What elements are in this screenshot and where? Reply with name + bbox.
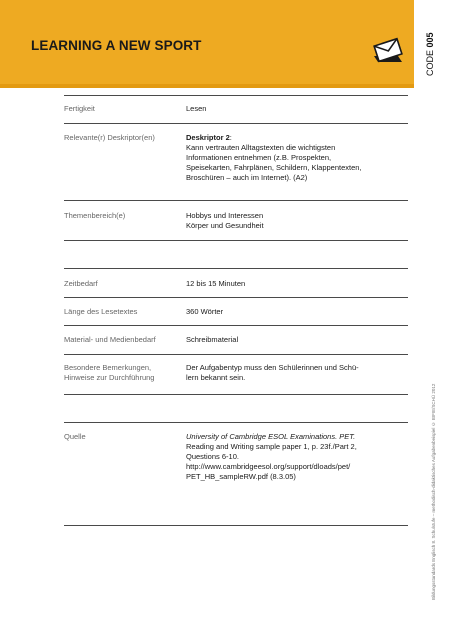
source-url: http://www.cambridgeesol.org/support/dloads/pet/ bbox=[186, 462, 351, 471]
divider bbox=[64, 525, 408, 526]
divider bbox=[64, 200, 408, 201]
descriptor-line: Speisekarten, Fahrplänen, Schildern, Klappentexten, bbox=[186, 163, 362, 172]
row-value-deskriptor: Deskriptor 2: Kann vertrauten Alltagstexten die wichtigsten Informationen entnehmen (z.B. Prospekten, Speisekarten, Fahrplänen, Schildern, Klappentexten, Broschüren – auch im Internet). (A2) bbox=[186, 133, 406, 183]
row-value-fertigkeit: Lesen bbox=[186, 104, 207, 113]
code-label: CODE 005 bbox=[425, 32, 435, 76]
row-label-quelle: Quelle bbox=[64, 432, 86, 441]
source-title: University of Cambridge ESOL Examinations. PET. bbox=[186, 432, 356, 441]
row-label-fertigkeit: Fertigkeit bbox=[64, 104, 95, 113]
page-title: LEARNING A NEW SPORT bbox=[31, 38, 202, 53]
row-label-zeitbedarf: Zeitbedarf bbox=[64, 279, 98, 288]
envelope-icon bbox=[370, 36, 406, 66]
row-label-material: Material- und Medienbedarf bbox=[64, 335, 156, 344]
row-value-zeitbedarf: 12 bis 15 Minuten bbox=[186, 279, 246, 288]
row-label-deskriptor: Relevante(r) Deskriptor(en) bbox=[64, 133, 155, 142]
divider bbox=[64, 95, 408, 96]
descriptor-line: Broschüren – auch im Internet). (A2) bbox=[186, 173, 308, 182]
side-note: Bildungsstandards Englisch 8. Schulstufe – methodisch-didaktisches Aufgabenbeispiel © BIFIE/SCHÜ 2012 bbox=[431, 383, 436, 600]
row-label-bemerkungen: Besondere Bemerkungen, Hinweise zur Durchführung bbox=[64, 363, 155, 382]
divider bbox=[64, 394, 408, 395]
row-label-laenge: Länge des Lesetextes bbox=[64, 307, 138, 316]
header-accent-bar bbox=[0, 84, 414, 88]
row-value-material: Schreibmaterial bbox=[186, 335, 239, 344]
divider bbox=[64, 354, 408, 355]
row-value-laenge: 360 Wörter bbox=[186, 307, 224, 316]
divider bbox=[64, 325, 408, 326]
divider bbox=[64, 268, 408, 269]
row-value-bemerkungen: Der Aufgabentyp muss den Schülerinnen und Schü- lern bekannt sein. bbox=[186, 363, 359, 382]
row-value-themenbereich: Hobbys und Interessen Körper und Gesundheit bbox=[186, 211, 264, 230]
row-value-quelle: University of Cambridge ESOL Examinations. PET. Reading and Writing sample paper 1, p. 23f./Part 2, Questions 6-10. http://www.cambridgeesol.org/support/dloads/pet/ PET_HB_sampleRW.pdf (8.3.05) bbox=[186, 432, 406, 482]
divider bbox=[64, 422, 408, 423]
descriptor-line: Kann vertrauten Alltagstexten die wichtigsten bbox=[186, 143, 336, 152]
divider bbox=[64, 240, 408, 241]
descriptor-line: Informationen entnehmen (z.B. Prospekten, bbox=[186, 153, 332, 162]
divider bbox=[64, 297, 408, 298]
descriptor-title: Deskriptor 2 bbox=[186, 133, 230, 142]
row-label-themenbereich: Themenbereich(e) bbox=[64, 211, 126, 220]
divider bbox=[64, 123, 408, 124]
